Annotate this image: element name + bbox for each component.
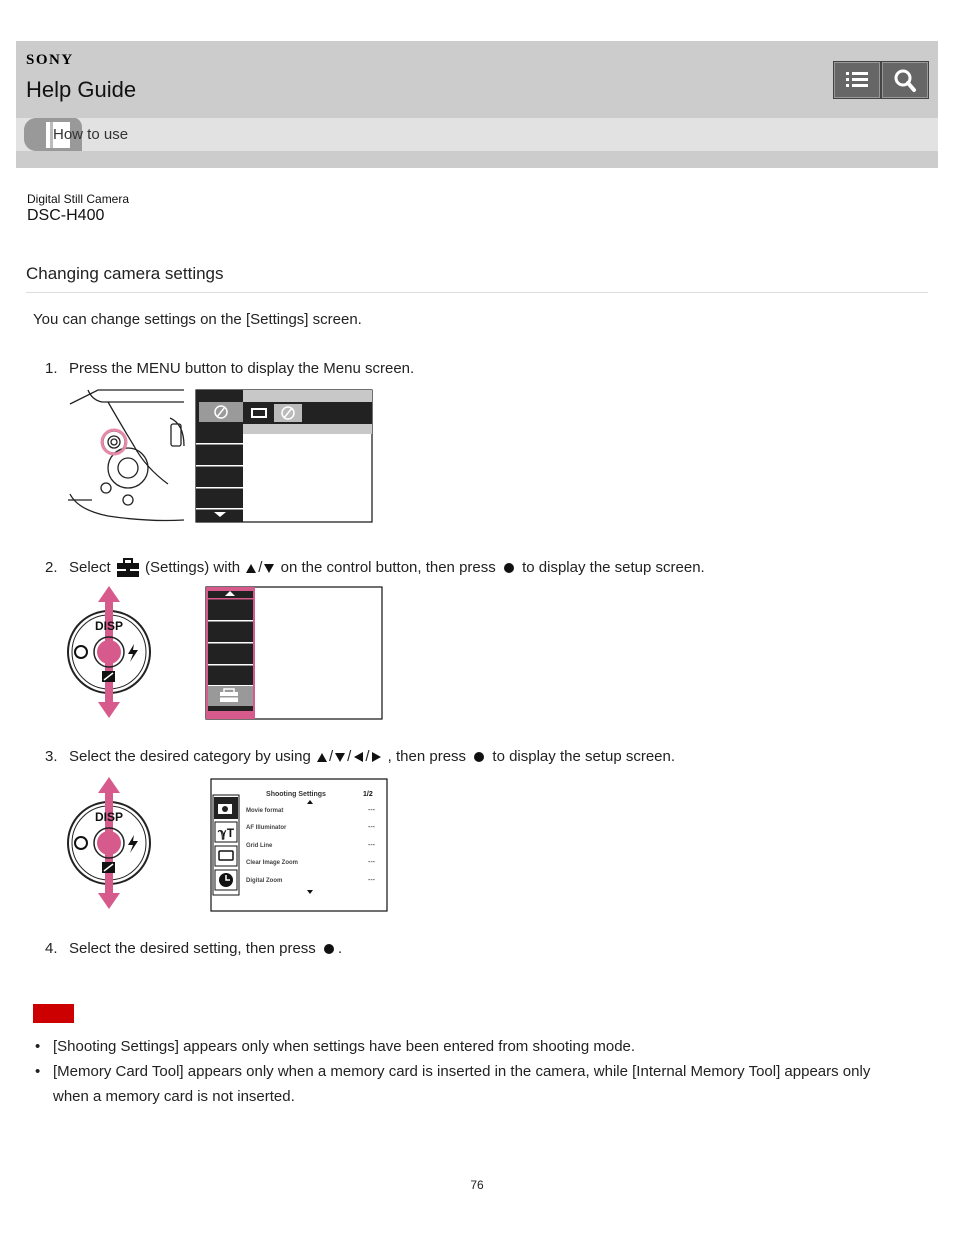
setting-item: AF Illuminator (246, 825, 287, 831)
product-category: Digital Still Camera (27, 192, 130, 206)
page-number: 76 (470, 1178, 484, 1192)
control-dial-updown-figure (62, 584, 392, 724)
note-badge (33, 1004, 74, 1023)
control-dial-illustration (68, 777, 150, 909)
step-text: / (347, 748, 352, 765)
svg-text:ℽT: ℽT (217, 826, 235, 840)
step-number: 3. (45, 748, 58, 765)
down-arrow-icon (333, 750, 347, 764)
product-model: DSC-H400 (27, 207, 105, 224)
step-text: (Settings) with (145, 558, 241, 576)
setting-value: --- (368, 859, 375, 866)
settings-menu-screen-illustration (206, 587, 382, 719)
step-text: Select the desired setting, then press (69, 940, 316, 957)
left-arrow-icon (351, 750, 365, 764)
notes-list (33, 1034, 883, 1109)
disp-label: DISP (94, 619, 124, 633)
step-text: Select (69, 558, 111, 576)
up-arrow-icon (315, 750, 329, 764)
settings-toolbox-icon (115, 557, 141, 579)
divider (26, 292, 928, 293)
help-guide-title: Help Guide (26, 77, 137, 102)
search-button[interactable] (881, 61, 929, 99)
menu-button[interactable] (833, 61, 881, 99)
step-text: / (365, 748, 370, 765)
step-text: / (328, 748, 334, 765)
step-text: on the control button, then press (280, 558, 496, 576)
list-menu-icon (834, 62, 880, 98)
control-dial-setup-figure (62, 775, 392, 915)
center-button-icon (320, 942, 338, 956)
note-item: • [Memory Card Tool] appears only when a memory card is inserted in the camera, while [Internal Memory Tool] appears only when a memory card is not inserted. (33, 1059, 883, 1109)
setting-value: --- (368, 824, 375, 831)
step-3 (45, 748, 675, 765)
sony-logo: SONY (26, 52, 74, 68)
step-number: 1. (45, 360, 58, 377)
camera-back-illustration (68, 390, 184, 521)
step-1 (45, 360, 414, 377)
step-number: 2. (45, 558, 58, 576)
step-text: Press the MENU button to display the Menu screen. (69, 360, 415, 377)
setting-value: --- (368, 877, 375, 884)
step-2 (45, 557, 705, 579)
step-text: to display the setup screen. (522, 558, 705, 576)
step-text: to display the setup screen. (492, 748, 676, 765)
step-text: / (258, 558, 263, 576)
note-item: • [Shooting Settings] appears only when settings have been entered from shooting mode. (33, 1034, 883, 1059)
setting-value: --- (368, 842, 375, 849)
step-text: , then press (387, 748, 467, 765)
header (16, 41, 938, 168)
search-icon (882, 62, 928, 98)
camera-menu-figure (68, 388, 374, 525)
settings-screen-title: Shooting Settings (266, 791, 326, 798)
down-arrow-icon (262, 561, 276, 575)
step-text: . (337, 940, 343, 957)
setting-item: Grid Line (246, 843, 273, 849)
right-arrow-icon (370, 750, 384, 764)
setting-item: Clear Image Zoom (246, 860, 299, 866)
breadcrumb (16, 118, 938, 151)
breadcrumb-how-to-use[interactable]: How to use (53, 126, 129, 143)
step-4 (45, 940, 342, 957)
center-button-icon (500, 561, 518, 575)
menu-screen-illustration (196, 390, 372, 522)
step-text: Select the desired category by using (69, 748, 311, 765)
settings-screen-page: 1/2 (363, 791, 373, 798)
control-dial-illustration (68, 586, 150, 718)
setting-item: Movie format (246, 808, 284, 814)
intro-text: You can change settings on the [Settings] screen. (33, 311, 362, 328)
setting-value: --- (368, 807, 375, 814)
up-arrow-icon (244, 561, 258, 575)
step-number: 4. (45, 940, 58, 957)
disp-label: DISP (94, 810, 124, 824)
page-title: Changing camera settings (26, 264, 224, 283)
center-button-icon (470, 750, 488, 764)
menu-button-highlight (102, 430, 126, 454)
shooting-settings-screen-illustration (211, 779, 387, 911)
setting-item: Digital Zoom (246, 878, 283, 884)
